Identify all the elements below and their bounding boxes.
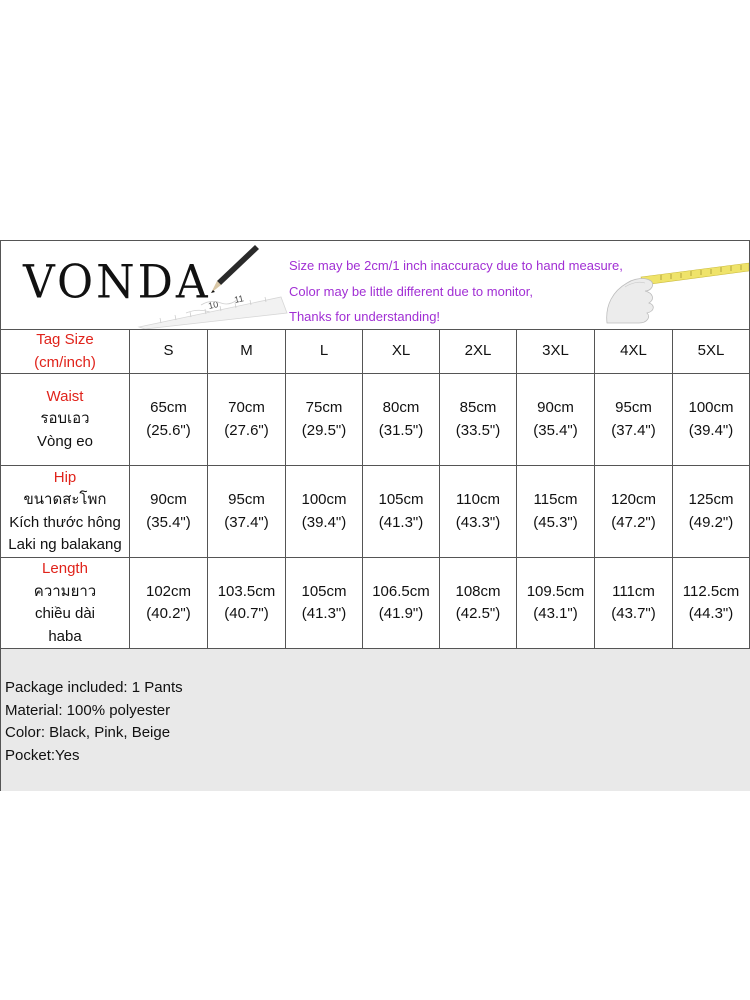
- ruler-icon: [139, 293, 287, 329]
- pencil-icon: [211, 245, 259, 293]
- length-label-translation: haba: [48, 627, 82, 645]
- value-inch: (37.4"): [224, 513, 269, 531]
- value-cm: 102cm: [145, 582, 192, 600]
- value-cm: 85cm: [459, 399, 497, 416]
- waist-value-s: [130, 374, 208, 466]
- waist-value-3xl: [517, 374, 595, 466]
- hip-value-2xl: [440, 466, 517, 558]
- value-inch: (47.2"): [611, 513, 656, 531]
- tag-size-label: Tag Size: [36, 331, 94, 348]
- hip-value-4xl: [595, 466, 673, 558]
- value-inch: (37.4"): [611, 421, 656, 439]
- value-cm: 105cm: [301, 582, 347, 600]
- value-inch: (44.3"): [688, 605, 734, 622]
- measuring-tape-hand-illustration: [601, 247, 749, 327]
- size-header-l: [286, 330, 363, 374]
- value-cm: 115cm: [533, 491, 578, 508]
- length-value-xl: [363, 558, 440, 649]
- length-label-translation: chiều dài: [34, 605, 96, 622]
- size-label: 2XL: [464, 342, 492, 360]
- length-value-m: [208, 558, 286, 649]
- size-header-5xl: [673, 330, 750, 374]
- value-inch: (35.4"): [533, 421, 578, 439]
- size-header-s: [130, 330, 208, 374]
- length-value-l: [286, 558, 363, 649]
- value-cm: 70cm: [228, 399, 265, 416]
- value-cm: 100cm: [688, 399, 734, 416]
- pocket-info: Pocket:Yes: [5, 746, 80, 764]
- hip-label-translation: Kích thước hông: [9, 513, 121, 531]
- hip-value-m: [208, 466, 286, 558]
- size-label: M: [240, 342, 253, 360]
- hip-label: Hip: [53, 468, 77, 486]
- package-included: Package included: 1 Pants: [5, 679, 183, 696]
- value-cm: 95cm: [228, 491, 265, 508]
- measuring-tape-icon: [641, 263, 749, 285]
- size-header-m: [208, 330, 286, 374]
- waist-label-translation: รอบเอว: [40, 410, 90, 428]
- value-inch: (41.3"): [301, 605, 347, 622]
- value-cm: 103.5cm: [217, 582, 276, 600]
- ruler-mark-10: 10: [207, 299, 220, 311]
- disclaimer-line-1: Size may be 2cm/1 inch inaccuracy due to hand measure,: [289, 258, 623, 273]
- waist-value-m: [208, 374, 286, 466]
- size-header-4xl: [595, 330, 673, 374]
- hip-label-cell: [1, 466, 130, 558]
- value-inch: (27.6"): [224, 421, 269, 439]
- value-cm: 100cm: [301, 491, 347, 508]
- waist-label-translation: Vòng eo: [37, 432, 93, 450]
- value-cm: 80cm: [382, 399, 420, 416]
- size-header-3xl: [517, 330, 595, 374]
- value-inch: (42.5"): [455, 605, 501, 622]
- material: Material: 100% polyester: [5, 701, 171, 719]
- length-label-translation: ความยาว: [33, 582, 97, 600]
- hip-value-xl: [363, 466, 440, 558]
- size-label: 4XL: [620, 342, 647, 360]
- tag-size-unit: (cm/inch): [34, 353, 96, 371]
- value-inch: (43.7"): [611, 605, 656, 622]
- size-header-xl: [363, 330, 440, 374]
- hip-label-translation: ขนาดสะโพก: [23, 491, 107, 508]
- hand-icon: [607, 279, 654, 323]
- value-cm: 105cm: [378, 491, 424, 508]
- hip-value-l: [286, 466, 363, 558]
- value-cm: 90cm: [537, 399, 574, 416]
- size-label: L: [319, 342, 329, 360]
- waist-label: Waist: [46, 387, 84, 405]
- value-cm: 65cm: [150, 399, 187, 416]
- length-value-s: [130, 558, 208, 649]
- value-cm: 110cm: [456, 491, 500, 508]
- length-label-cell: [1, 558, 130, 649]
- value-inch: (49.2"): [688, 513, 734, 531]
- value-inch: (39.4"): [301, 513, 347, 531]
- length-value-2xl: [440, 558, 517, 649]
- value-cm: 120cm: [610, 491, 657, 508]
- size-label: XL: [391, 342, 411, 360]
- hip-label-translation: Laki ng balakang: [8, 536, 122, 553]
- ruler-mark-11: 11: [233, 293, 245, 305]
- value-cm: 111cm: [612, 582, 655, 600]
- hip-value-3xl: [517, 466, 595, 558]
- size-header-2xl: [440, 330, 517, 374]
- size-chart-frame: [0, 240, 750, 791]
- value-cm: 95cm: [615, 399, 652, 416]
- value-inch: (25.6"): [146, 421, 191, 439]
- disclaimer-line-3: Thanks for understanding!: [289, 309, 441, 324]
- hip-value-s: [130, 466, 208, 558]
- value-cm: 75cm: [305, 399, 343, 416]
- waist-label-cell: [1, 374, 130, 466]
- value-inch: (40.7"): [224, 605, 269, 622]
- value-cm: 125cm: [688, 491, 734, 508]
- size-label: 5XL: [697, 342, 725, 360]
- value-inch: (43.1"): [533, 605, 578, 622]
- value-inch: (31.5"): [378, 421, 424, 439]
- hip-value-5xl: [673, 466, 750, 558]
- value-inch: (33.5"): [455, 421, 501, 439]
- product-details: [1, 649, 750, 791]
- size-chart: [0, 240, 750, 792]
- waist-value-5xl: [673, 374, 750, 466]
- waist-value-xl: [363, 374, 440, 466]
- brand-logo: VONDA: [23, 255, 211, 310]
- value-inch: (41.3"): [378, 513, 424, 531]
- length-value-4xl: [595, 558, 673, 649]
- length-label: Length: [42, 560, 88, 577]
- waist-value-l: [286, 374, 363, 466]
- value-inch: (29.5"): [301, 421, 347, 439]
- value-inch: (40.2"): [146, 605, 191, 622]
- waist-value-2xl: [440, 374, 517, 466]
- length-value-5xl: [673, 558, 750, 649]
- value-cm: 106.5cm: [372, 582, 430, 600]
- tag-size-header: [1, 330, 130, 374]
- value-cm: 112.5cm: [682, 582, 740, 600]
- value-cm: 90cm: [150, 491, 187, 508]
- value-inch: (35.4"): [146, 513, 191, 531]
- value-inch: (43.3"): [455, 513, 501, 531]
- waist-value-4xl: [595, 374, 673, 466]
- value-inch: (39.4"): [688, 421, 734, 439]
- value-inch: (45.3"): [533, 513, 578, 531]
- size-label: S: [163, 342, 174, 360]
- chart-header: [1, 241, 749, 330]
- colors-available: Color: Black, Pink, Beige: [5, 724, 171, 741]
- size-label: 3XL: [542, 342, 569, 360]
- length-value-3xl: [517, 558, 595, 649]
- ruler-pencil-illustration: [131, 243, 291, 329]
- value-cm: 109.5cm: [526, 582, 585, 600]
- size-disclaimer: [289, 253, 623, 330]
- disclaimer-line-2: Color may be little different due to monitor,: [289, 283, 533, 299]
- value-cm: 108cm: [455, 582, 501, 600]
- value-inch: (41.9"): [378, 605, 424, 622]
